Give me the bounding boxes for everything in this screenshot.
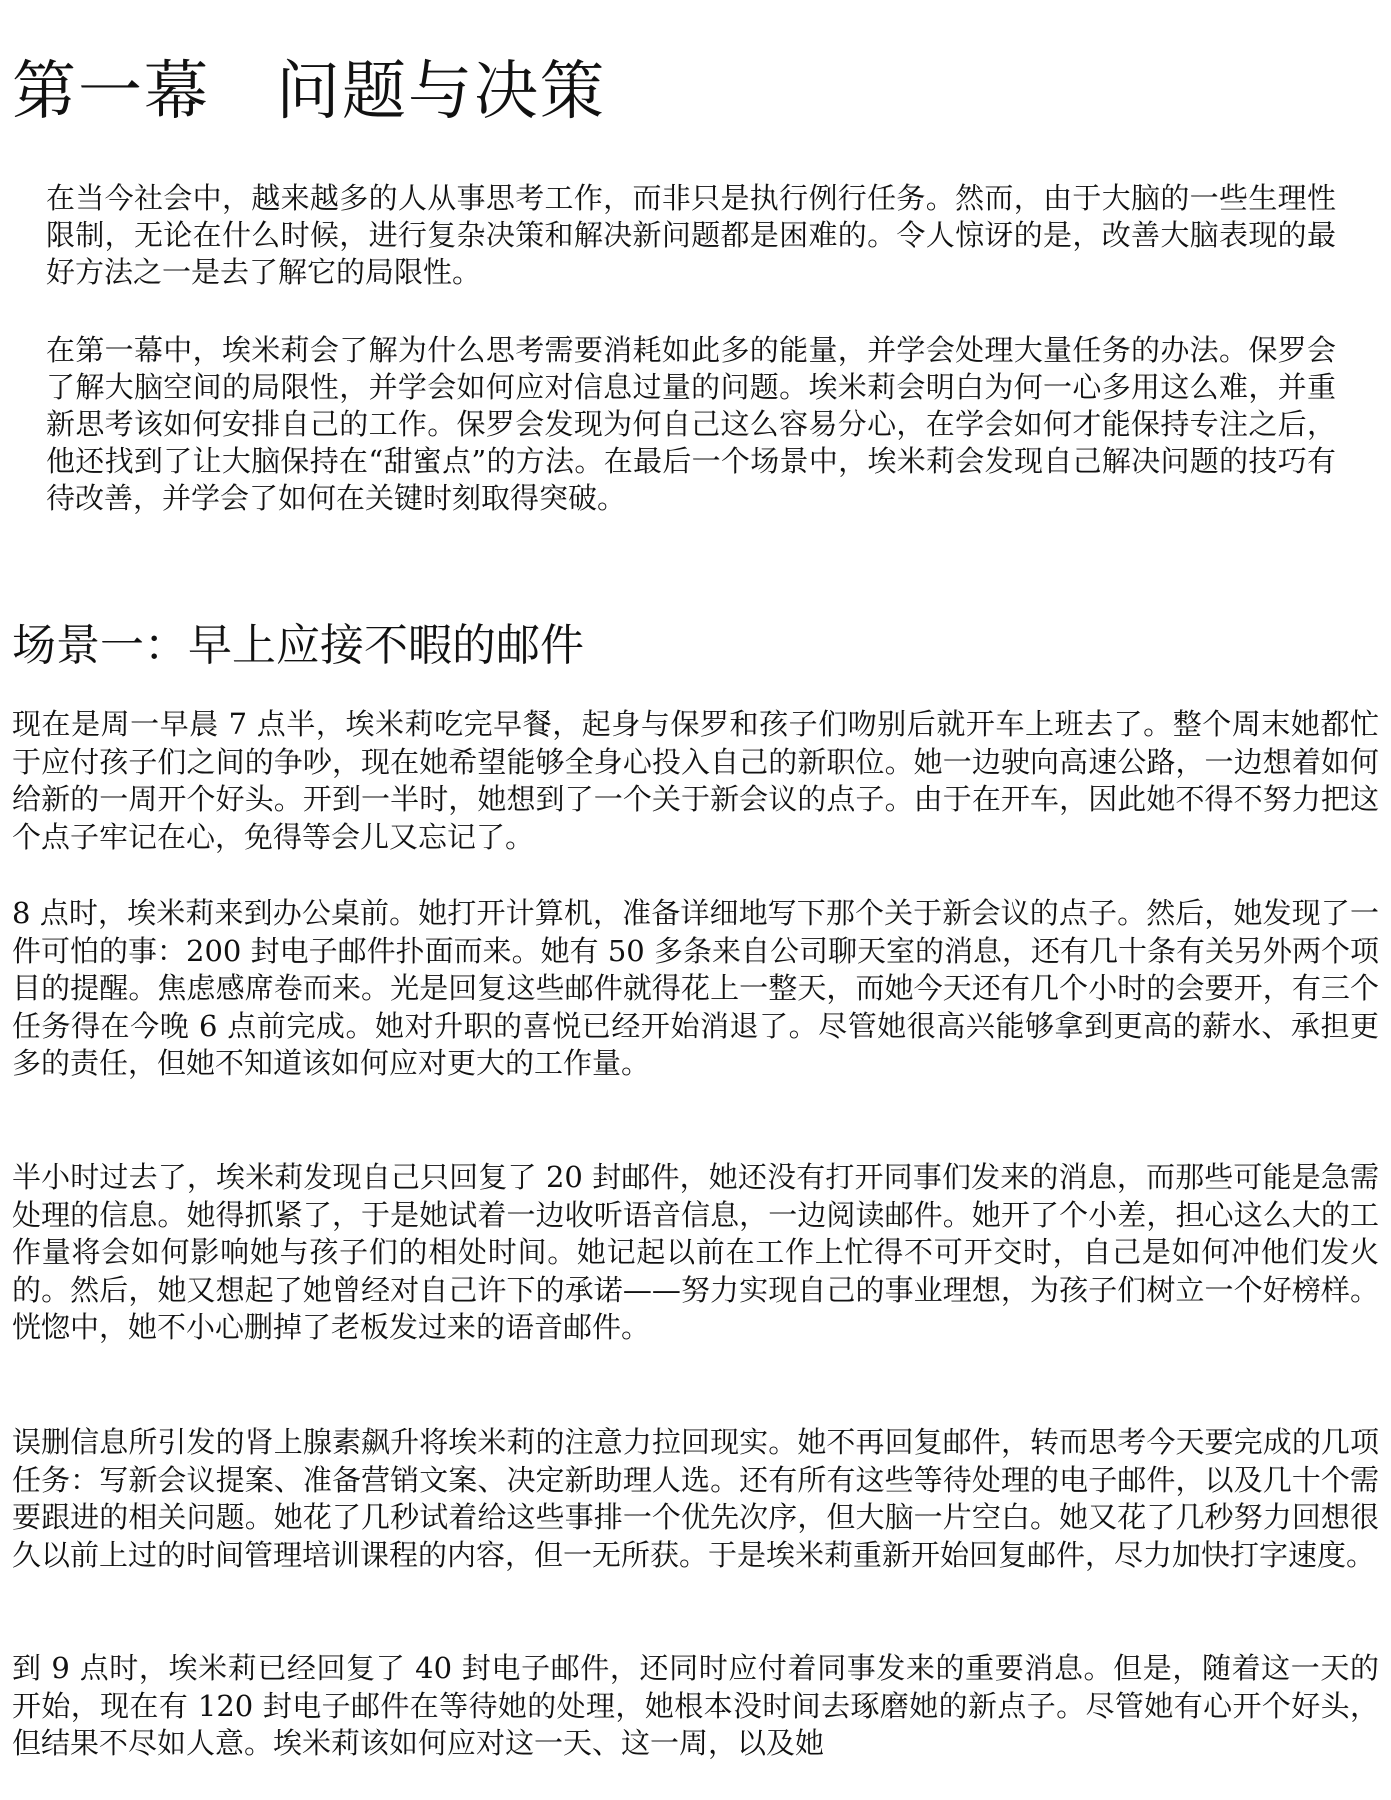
intro-paragraph: 在当今社会中，越来越多的人从事思考工作，而非只是执行例行任务。然而，由于大脑的一些生理性限制，无论在什么时候，进行复杂决策和解决新问题都是困难的。令人惊讶的是，改善大脑表现的最好方法之一是去了解它的局限性。 bbox=[46, 181, 1336, 289]
body-paragraph: 误删信息所引发的肾上腺素飙升将埃米莉的注意力拉回现实。她不再回复邮件，转而思考今天要完成的几项任务：写新会议提案、准备营销文案、决定新助理人选。还有所有这些等待处理的电子邮件，以及几十个需要跟进的相关问题。她花了几秒试着给这些事排一个优先次序，但大脑一片空白。她又花了几秒努力回想很久以前上过的时间管理培训课程的内容，但一无所获。于是埃米莉重新开始回复邮件，尽力加快打字速度。 bbox=[12, 1425, 1379, 1572]
intro-paragraph: 在第一幕中，埃米莉会了解为什么思考需要消耗如此多的能量，并学会处理大量任务的办法。保罗会了解大脑空间的局限性，并学会如何应对信息过量的问题。埃米莉会明白为何一心多用这么难，并重新思考该如何安排自己的工作。保罗会发现为何自己这么容易分心，在学会如何才能保持专注之后，他还找到了让大脑保持在“甜蜜点”的方法。在最后一个场景中，埃米莉会发现自己解决问题的技巧有待改善，并学会了如何在关键时刻取得突破。 bbox=[46, 333, 1336, 515]
body-paragraph: 8 点时，埃米莉来到办公桌前。她打开计算机，准备详细地写下那个关于新会议的点子。然后，她发现了一件可怕的事：200 封电子邮件扑面而来。她有 50 多条来自公司聊天室的消息，还有几十条有关另外两个项目的提醒。焦虑感席卷而来。光是回复这些邮件就得花上一整天，而她今天还有几个小时的会要开，有三个任务得在今晚 6 点前完成。她对升职的喜悦已经开始消退了。尽管她很高兴能够拿到更高的薪水、承担更多的责任，但她不知道该如何应对更大的工作量。 bbox=[12, 896, 1379, 1080]
body-paragraph: 半小时过去了，埃米莉发现自己只回复了 20 封邮件，她还没有打开同事们发来的消息，而那些可能是急需处理的信息。她得抓紧了，于是她试着一边收听语音信息，一边阅读邮件。她开了个小差，担心这么大的工作量将会如何影响她与孩子们的相处时间。她记起以前在工作上忙得不可开交时，自己是如何冲他们发火的。然后，她又想起了她曾经对自己许下的承诺——努力实现自己的事业理想，为孩子们树立一个好榜样。恍惚中，她不小心删掉了老板发过来的语音邮件。 bbox=[12, 1160, 1379, 1344]
body-paragraph: 到 9 点时，埃米莉已经回复了 40 封电子邮件，还同时应付着同事发来的重要消息。但是，随着这一天的开始，现在有 120 封电子邮件在等待她的处理，她根本没时间去琢磨她的新点子。尽管她有心开个好头，但结果不尽如人意。埃米莉该如何应对这一天、这一周，以及她 bbox=[12, 1651, 1379, 1760]
scene-title: 场景一：早上应接不暇的邮件 bbox=[12, 620, 584, 671]
body-paragraph: 现在是周一早晨 7 点半，埃米莉吃完早餐，起身与保罗和孩子们吻别后就开车上班去了。整个周末她都忙于应付孩子们之间的争吵，现在她希望能够全身心投入自己的新职位。她一边驶向高速公路，一边想着如何给新的一周开个好头。开到一半时，她想到了一个关于新会议的点子。由于在开车，因此她不得不努力把这个点子牢记在心，免得等会儿又忘记了。 bbox=[12, 707, 1379, 854]
chapter-title: 第一幕 问题与决策 bbox=[12, 55, 606, 129]
